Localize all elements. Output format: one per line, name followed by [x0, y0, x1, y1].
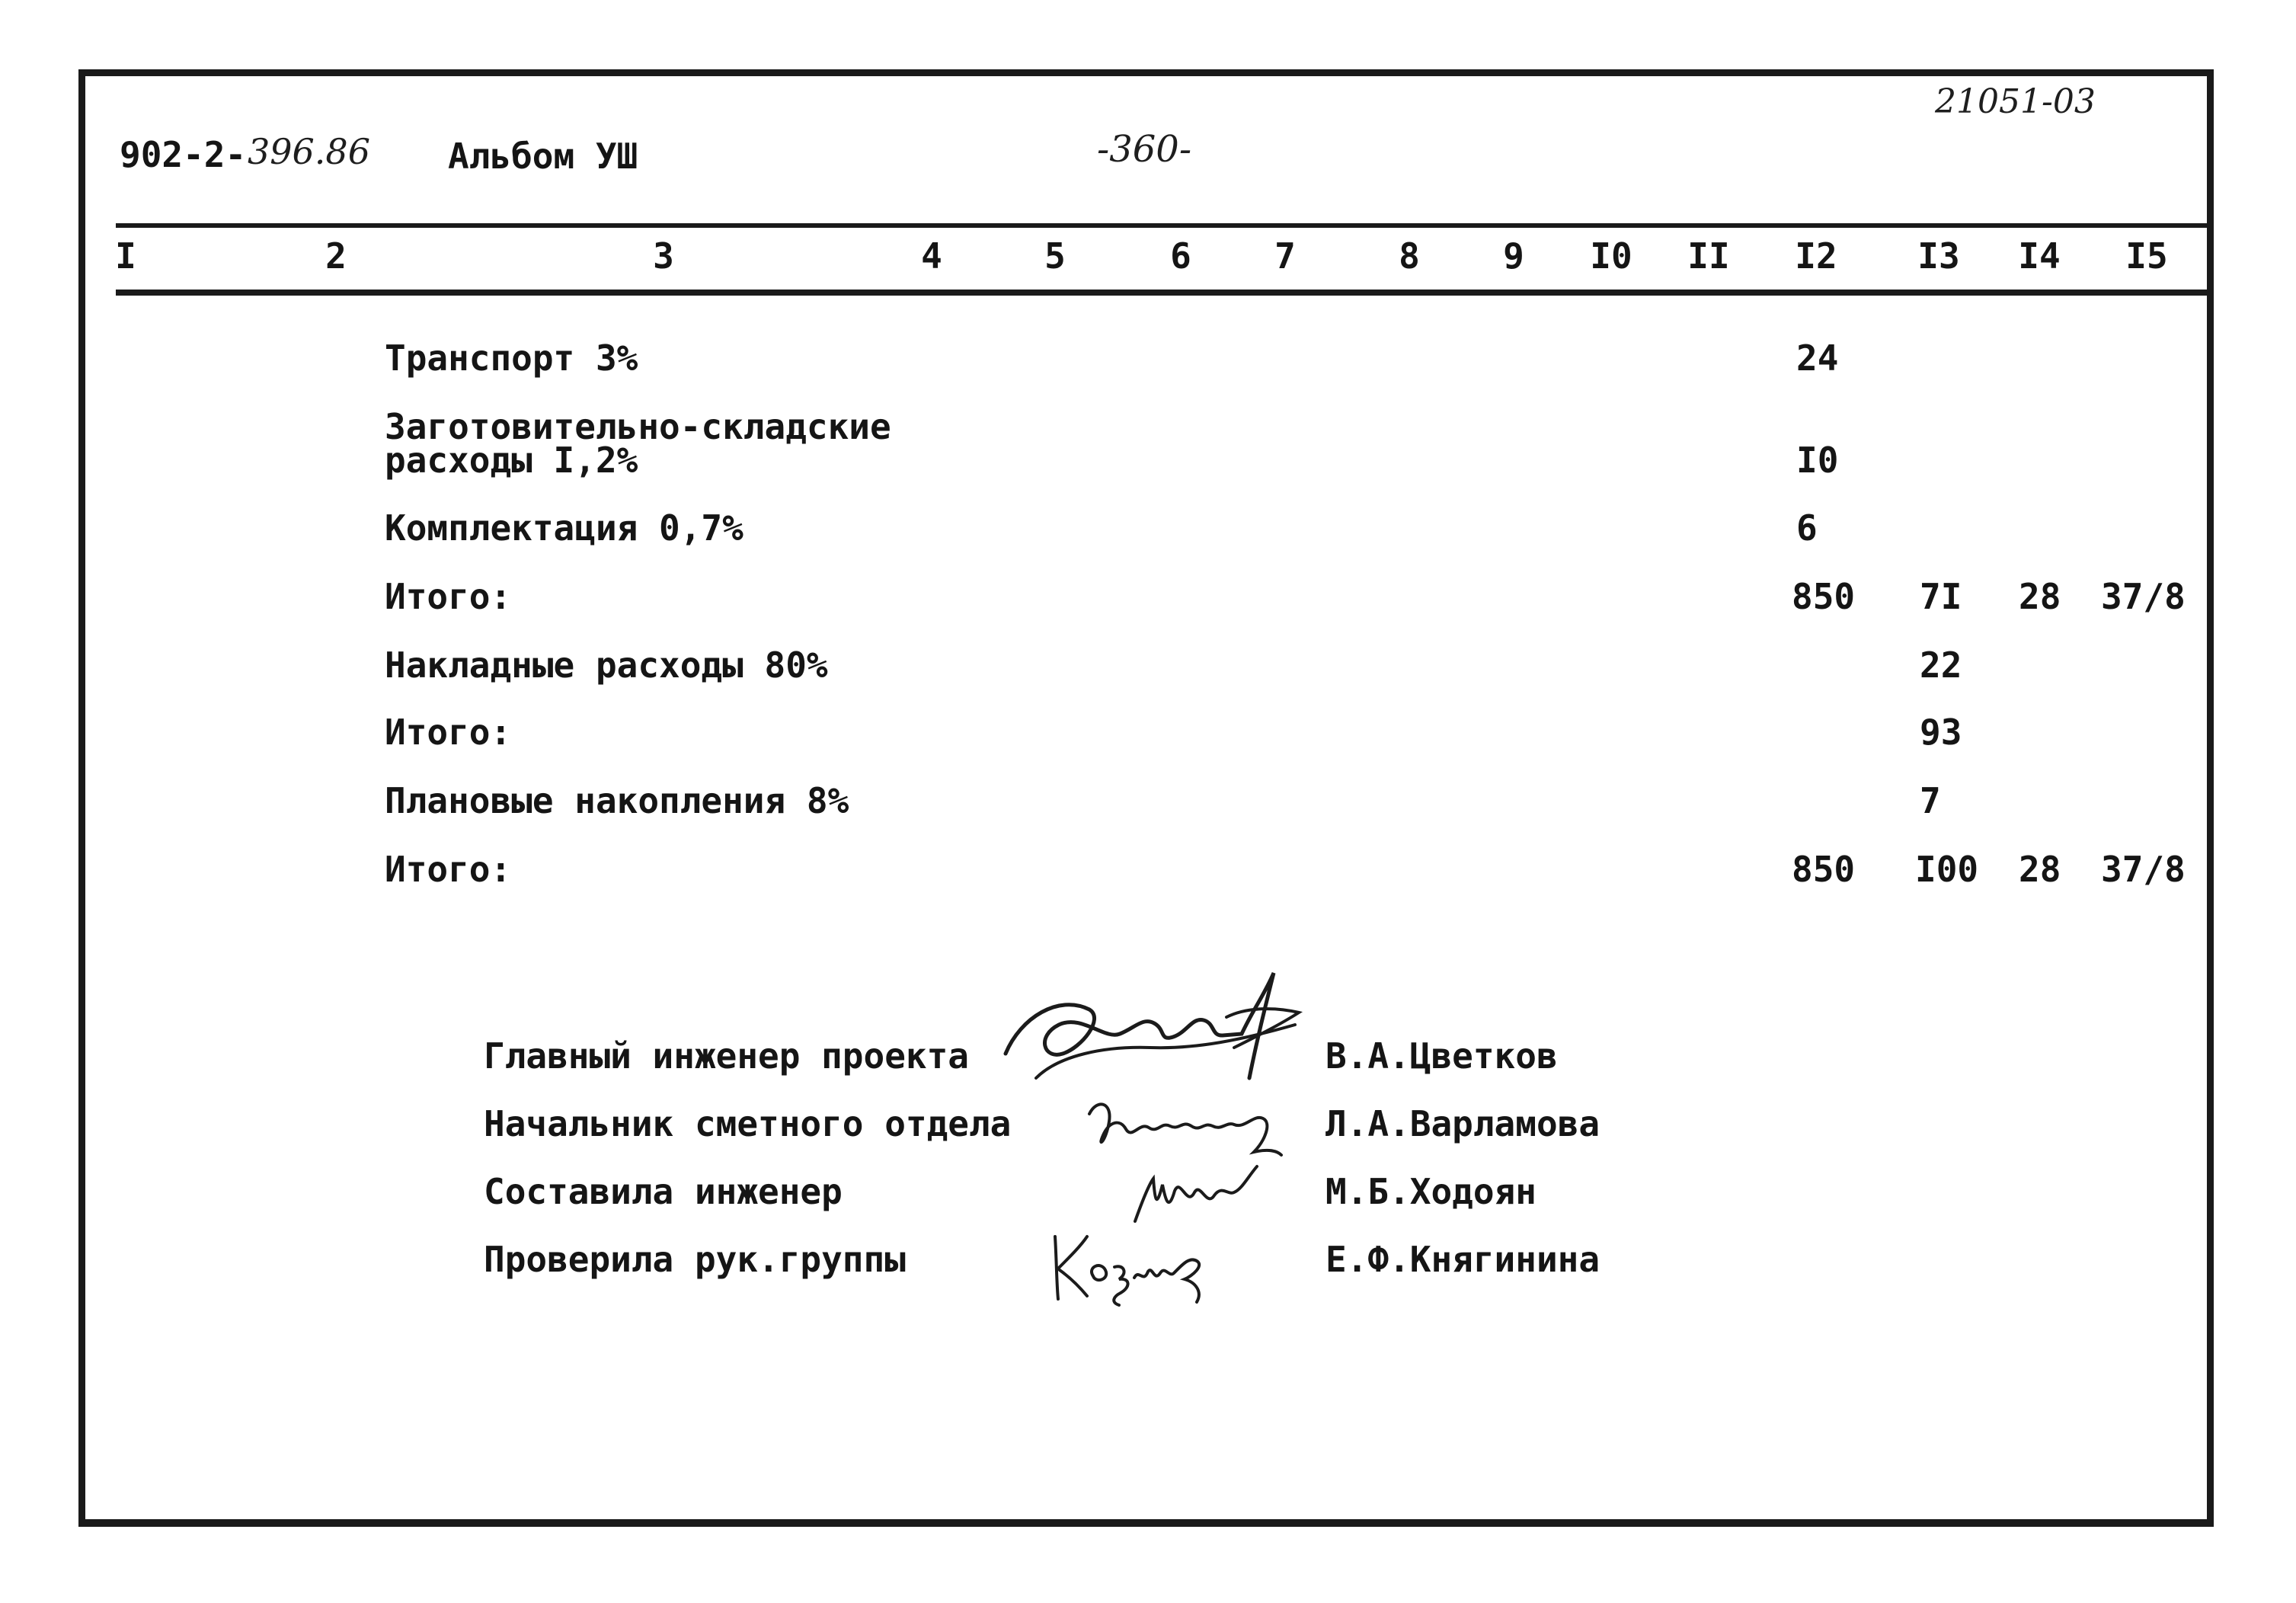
cell-col13: 93 [1920, 712, 1962, 753]
inventory-number: 21051-03 [1935, 82, 2096, 121]
signature-role: Составила инженер [484, 1171, 843, 1212]
column-number: 6 [1170, 235, 1191, 277]
cell-col13: 22 [1920, 645, 1962, 686]
column-number: I2 [1795, 235, 1837, 277]
cell-col12: 850 [1792, 849, 1856, 890]
row-label: Итого: [385, 849, 512, 890]
row-label: Итого: [385, 576, 512, 617]
doc-code-handwritten: 396.86 [248, 131, 370, 172]
page-number: -360- [1097, 128, 1192, 171]
row-label: расходы I,2% [385, 440, 638, 481]
doc-code-prefix: 902-2- [120, 134, 247, 175]
row-label: Накладные расходы 80% [385, 645, 828, 686]
cell-col13: 7 [1920, 780, 1941, 821]
row-label: Плановые накопления 8% [385, 780, 849, 821]
row-label: Комплектация 0,7% [385, 507, 743, 549]
cell-col15: 37/8 [2101, 849, 2186, 890]
signature-name: Е.Ф.Княгинина [1325, 1239, 1600, 1280]
cell-col13: 7I [1920, 576, 1962, 617]
column-number: I5 [2125, 235, 2168, 277]
column-number: 4 [921, 235, 942, 277]
header-rule-top [116, 223, 2212, 228]
cell-col15: 37/8 [2101, 576, 2186, 617]
cell-col12: 6 [1796, 507, 1818, 549]
cell-col14: 28 [2019, 849, 2061, 890]
row-label: Итого: [385, 712, 512, 753]
cell-col12: I0 [1796, 440, 1839, 481]
column-number: I4 [2018, 235, 2061, 277]
signature-role: Главный инженер проекта [484, 1035, 969, 1077]
row-label: Заготовительно-складские [385, 406, 891, 447]
column-number: 5 [1044, 235, 1066, 277]
column-number: II [1687, 235, 1730, 277]
column-number: 8 [1399, 235, 1420, 277]
header-rule-bottom [116, 290, 2212, 296]
column-number: 3 [653, 235, 674, 277]
signature-name: В.А.Цветков [1325, 1035, 1558, 1077]
signature-name: Л.А.Варламова [1325, 1103, 1600, 1144]
column-number: I3 [1917, 235, 1960, 277]
signature-group-head [1040, 1223, 1215, 1307]
column-number: I0 [1590, 235, 1632, 277]
signature-engineer [1127, 1162, 1265, 1230]
column-number: I [115, 235, 136, 277]
signature-name: М.Б.Ходоян [1325, 1171, 1537, 1212]
signature-chief-engineer [990, 964, 1310, 1093]
cell-col12: 850 [1792, 576, 1856, 617]
column-number: 2 [325, 235, 347, 277]
signature-head-estimates [1082, 1091, 1287, 1167]
cell-col12: 24 [1796, 338, 1839, 379]
signature-role: Начальник сметного отдела [484, 1103, 1012, 1144]
album-title: Альбом УШ [448, 136, 638, 177]
column-number: 9 [1503, 235, 1524, 277]
cell-col14: 28 [2019, 576, 2061, 617]
signature-role: Проверила рук.группы [484, 1239, 906, 1280]
row-label: Транспорт 3% [385, 338, 638, 379]
cell-col13: I00 [1915, 849, 1979, 890]
column-number: 7 [1274, 235, 1296, 277]
